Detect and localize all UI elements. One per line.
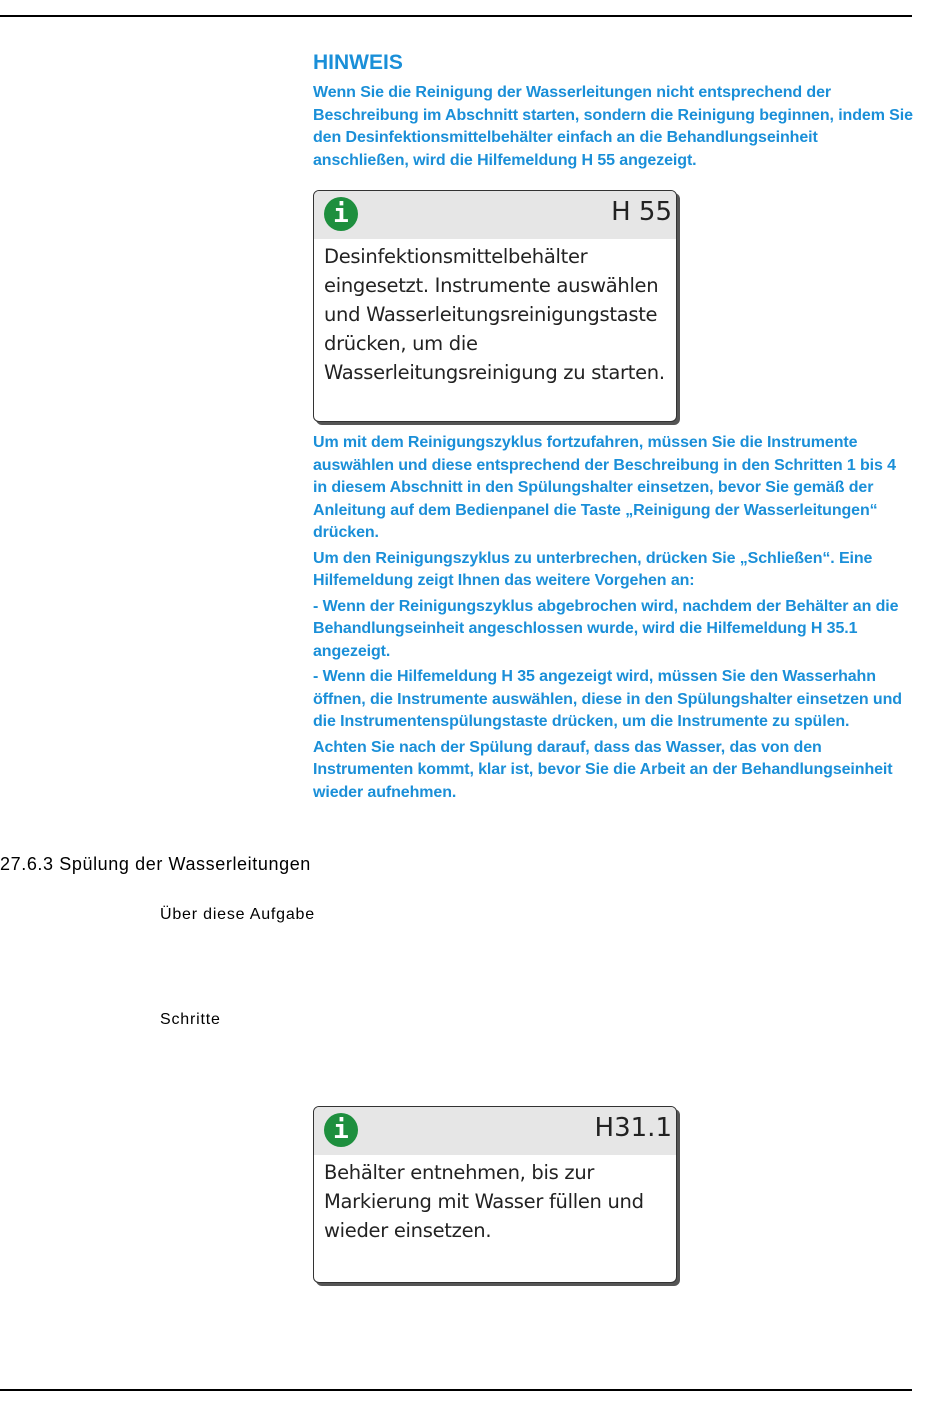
message-header (314, 1107, 676, 1155)
note-paragraph: - Wenn der Reinigungszyklus abgebrochen wird, nachdem der Behälter an die Behandlungseinheit angeschlossen wurde, wird die Hilfemeldung H 35.1 angezeigt. (313, 597, 899, 660)
message-code: H 55 (611, 197, 672, 227)
help-message-h55 (313, 190, 677, 422)
message-code: H31.1 (594, 1113, 672, 1143)
section-heading: 27.6.3 Spülung der Wasserleitungen (0, 854, 311, 874)
note-paragraph: Achten Sie nach der Spülung darauf, dass das Wasser, das von den Instrumenten kommt, klar ist, bevor Sie die Arbeit an der Behandlungseinheit wieder aufnehmen. (313, 738, 893, 801)
hinweis-note-continued (313, 432, 913, 807)
note-paragraph: Um den Reinigungszyklus zu unterbrechen, drücken Sie „Schließen“. Eine Hilfemeldung zeigt Ihnen das weitere Vorgehen an: (313, 549, 873, 589)
info-icon: i (324, 1113, 358, 1147)
message-header (314, 191, 676, 239)
message-text: Desinfektionsmittelbehälter eingesetzt. Instrumente auswählen und Wasserleitungsreinigungstaste drücken, um die Wasserleitungsreinigung zu starten. (324, 245, 665, 384)
info-icon: i (324, 197, 358, 231)
footer-rule (0, 1389, 912, 1391)
message-text: Behälter entnehmen, bis zur Markierung mit Wasser füllen und wieder einsetzen. (324, 1161, 644, 1242)
help-message-h31-1 (313, 1106, 677, 1283)
note-paragraph: - Wenn die Hilfemeldung H 35 angezeigt wird, müssen Sie den Wasserhahn öffnen, die Instrumente auswählen, diese in den Spülungshalter einsetzen und die Instrumentenspülungstaste drücken, um die Instrumente zu spülen. (313, 668, 902, 730)
about-task-label: Über diese Aufgabe (160, 906, 315, 923)
hinweis-note (313, 50, 913, 175)
note-title: HINWEIS (313, 51, 403, 74)
steps-label: Schritte (160, 1011, 221, 1028)
header-rule (0, 15, 912, 17)
note-paragraph: Um mit dem Reinigungszyklus fortzufahren, müssen Sie die Instrumente auswählen und diese entsprechend der Beschreibung in den Schritten 1 bis 4 in diesem Abschnitt in den Spülungshalter einsetzen, bevor Sie gemäß der Anleitung auf dem Bedienpanel die Taste „Reinigung der Wasserleitungen“ drücken. (313, 434, 896, 541)
note-paragraph: Wenn Sie die Reinigung der Wasserleitungen nicht entsprechend der Beschreibung im Abschnitt starten, sondern die Reinigung beginnen, indem Sie den Desinfektionsmittelbehälter einfach an die Behandlungseinheit anschließen, wird die Hilfemeldung H 55 angezeigt. (313, 84, 913, 169)
